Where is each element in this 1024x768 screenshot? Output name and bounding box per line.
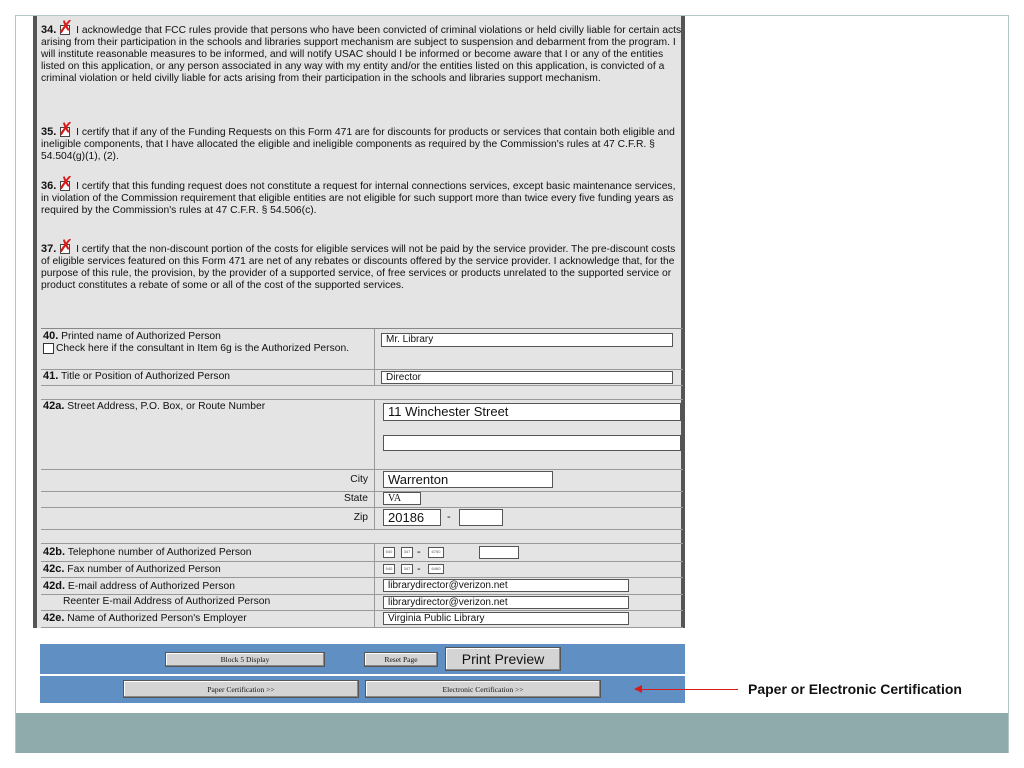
label-cell: 41. Title or Position of Authorized Person xyxy=(41,369,375,385)
cert-checkbox-35[interactable] xyxy=(58,119,74,141)
city-input[interactable]: Warrenton xyxy=(383,471,553,488)
paper-certification-button[interactable]: Paper Certification >> xyxy=(123,680,359,698)
reset-page-button[interactable]: Reset Page xyxy=(364,652,438,667)
consultant-checkbox[interactable] xyxy=(43,343,54,354)
row-item-42d xyxy=(41,577,683,595)
title-position-input[interactable]: Director xyxy=(381,371,673,384)
certification-37 xyxy=(41,236,683,292)
state-input[interactable]: VA xyxy=(383,492,421,505)
red-x-mark-icon: ✗ xyxy=(58,236,74,258)
label-cell: 40. Printed name of Authorized Person Check here if the consultant in Item 6g is the Authorized Person. xyxy=(41,329,375,369)
cert-checkbox-37[interactable] xyxy=(58,236,74,258)
row-city xyxy=(41,469,683,492)
row-reenter-email xyxy=(41,594,683,611)
callout-arrow-line xyxy=(640,689,738,690)
red-x-mark-icon: ✗ xyxy=(58,119,74,141)
cert-text: I certify that if any of the Funding Requests on this Form 471 are for discounts for products or services that contain both eligible and ineligible components, that I have allocated the eligible and ineligible components as required by the Commission's rules at 47 C.F.R. § 54.504(g)(1), (2). xyxy=(41,127,675,162)
row-zip xyxy=(41,507,683,530)
label-cell: 42a. Street Address, P.O. Box, or Route Number xyxy=(41,399,375,469)
label-cell: Reenter E-mail Address of Authorized Person xyxy=(41,594,375,610)
cert-text: I acknowledge that FCC rules provide that persons who have been convicted of criminal violations or held civilly liable for certain acts arising from their participation in the schools and libraries support mechanism are subject to suspension and debarment from the program. I will institute reasonable measures to be informed, and will notify USAC should I be informed or become aware that I or any of the entities listed on this application, or any person associated in any way with my entity and/or the entities listed on this application, is convicted of a criminal violation or held civilly liable for acts arising from their participation in the schools and libraries support mechanism. xyxy=(41,25,682,84)
fax-line-input[interactable]: 6460 xyxy=(428,564,444,574)
slide-footer-band xyxy=(16,713,1008,753)
authorized-name-input[interactable]: Mr. Library xyxy=(381,333,673,347)
row-item-41 xyxy=(41,369,683,386)
navigation-button-bar-bottom xyxy=(40,676,685,703)
label-cell: 42b. Telephone number of Authorized Person xyxy=(41,543,375,561)
certification-36 xyxy=(41,173,683,217)
certification-35 xyxy=(41,119,683,163)
callout-label: Paper or Electronic Certification xyxy=(748,681,962,697)
zip-input[interactable]: 20186 xyxy=(383,509,441,526)
phone-area-input[interactable]: 540 xyxy=(383,547,395,558)
electronic-certification-button[interactable]: Electronic Certification >> xyxy=(365,680,601,698)
label-cell: 42e. Name of Authorized Person's Employer xyxy=(41,610,375,627)
label-cell: 42d. E-mail address of Authorized Person xyxy=(41,577,375,594)
fax-area-input[interactable]: 540 xyxy=(383,564,395,574)
red-x-mark-icon: ✗ xyxy=(58,173,74,195)
employer-input[interactable]: Virginia Public Library xyxy=(383,612,629,625)
certification-34 xyxy=(41,17,683,85)
authorized-person-table xyxy=(41,328,683,624)
label-cell: Zip xyxy=(41,507,375,529)
row-item-42b: 42b. Telephone number of Authorized Person 540 347 - 6750 xyxy=(41,543,683,562)
print-preview-button[interactable]: Print Preview xyxy=(445,647,561,671)
fax-prefix-input[interactable]: 347 xyxy=(401,564,413,574)
reenter-email-input[interactable]: librarydirector@verizon.net xyxy=(383,596,629,609)
red-x-mark-icon: ✗ xyxy=(58,17,74,39)
row-item-40 xyxy=(41,329,683,370)
row-item-42a xyxy=(41,399,683,470)
cert-number: 36. xyxy=(41,180,57,192)
form-471-block6-panel xyxy=(33,16,685,628)
label-cell: State xyxy=(41,491,375,507)
navigation-button-bar-top xyxy=(40,644,685,674)
cert-text: I certify that the non-discount portion of the costs for eligible services will not be paid by the service provider. The pre-discount costs of eligible services featured on this Form 471 are net of any rebates or discounts offered by the service provider. I acknowledge that, for the purpose of this rule, the provision, by the provider of a supported service, of free services or products unrelated to the supported service or product constitutes a rebate of some or all of the cost of the supported services. xyxy=(41,244,676,291)
cert-checkbox-34[interactable] xyxy=(58,17,74,39)
cert-number: 37. xyxy=(41,243,57,255)
phone-extension-input[interactable] xyxy=(479,546,519,559)
label-cell: 42c. Fax number of Authorized Person xyxy=(41,561,375,577)
row-item-42e xyxy=(41,610,683,628)
phone-prefix-input[interactable]: 347 xyxy=(401,547,413,558)
label-cell: City xyxy=(41,469,375,491)
zip-separator: - xyxy=(447,511,451,523)
row-item-42c: 42c. Fax number of Authorized Person 540 347 - 6460 xyxy=(41,561,683,578)
spacer-row xyxy=(41,529,683,544)
street-address-input[interactable]: 11 Winchester Street xyxy=(383,403,681,421)
street-address-line2-input[interactable] xyxy=(383,435,681,451)
left-arrow-icon xyxy=(634,685,642,693)
cert-checkbox-36[interactable] xyxy=(58,173,74,195)
spacer-row xyxy=(41,385,683,400)
email-input[interactable]: librarydirector@verizon.net xyxy=(383,579,629,592)
cert-number: 35. xyxy=(41,126,57,138)
cert-number: 34. xyxy=(41,24,57,36)
phone-line-input[interactable]: 6750 xyxy=(428,547,444,558)
block5-display-button[interactable]: Block 5 Display xyxy=(165,652,325,667)
row-state xyxy=(41,491,683,508)
zip-extension-input[interactable] xyxy=(459,509,503,526)
cert-text: I certify that this funding request does not constitute a request for internal connections services, except basic maintenance services, in violation of the Commission requirement that eligible entities are not eligible for such support more than twice every five funding years as required by the Commission's rules at 47 C.F.R. § 54.506(c). xyxy=(41,181,676,216)
